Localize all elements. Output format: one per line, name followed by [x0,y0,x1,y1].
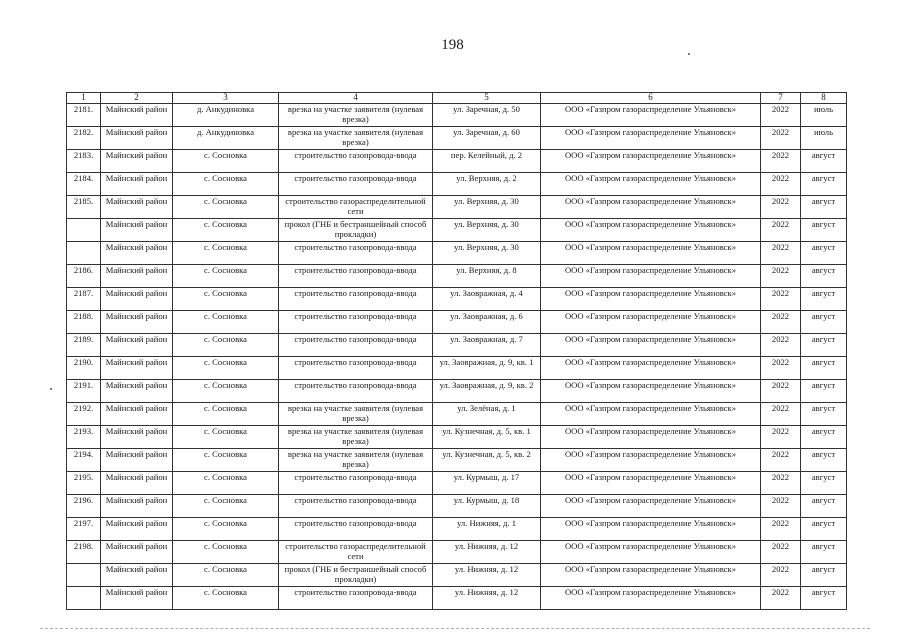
table-row [67,288,847,311]
table-row [67,127,847,150]
cell-year: 2022 [761,357,801,380]
cell-settlement: с. Сосновка [173,587,279,610]
cell-org: ООО «Газпром газораспределение Ульяновск» [541,380,761,403]
cell-settlement: с. Сосновка [173,196,279,219]
cell-work: врезка на участке заявителя (нулевая врезка) [279,403,433,426]
column-header: 2 [101,93,173,104]
cell-num: 2191. [67,380,101,403]
cell-district: Майнский район [101,150,173,173]
cell-settlement: с. Сосновка [173,357,279,380]
cell-district: Майнский район [101,288,173,311]
cell-settlement: д. Анкудиновка [173,127,279,150]
cell-month: июль [801,104,847,127]
cell-num: 2185. [67,196,101,219]
table-row [67,104,847,127]
cell-work: врезка на участке заявителя (нулевая врезка) [279,449,433,472]
cell-num: 2184. [67,173,101,196]
table-row [67,334,847,357]
cell-work: строительство газопровода-ввода [279,334,433,357]
cell-num: 2183. [67,150,101,173]
cell-month: август [801,449,847,472]
cell-district: Майнский район [101,449,173,472]
cell-address: ул. Зелёная, д. 1 [433,403,541,426]
cell-year: 2022 [761,242,801,265]
column-header: 8 [801,93,847,104]
cell-address: ул. Нижняя, д. 12 [433,564,541,587]
cell-address: ул. Верхняя, д. 2 [433,173,541,196]
cell-num [67,587,101,610]
cell-address: ул. Заовражная, д. 4 [433,288,541,311]
cell-month: август [801,334,847,357]
cell-month: август [801,288,847,311]
cell-month: август [801,380,847,403]
cell-address: ул. Кузнечная, д. 5, кв. 2 [433,449,541,472]
column-header: 7 [761,93,801,104]
table-row [67,495,847,518]
registry-table [66,92,847,610]
cell-district: Майнский район [101,311,173,334]
cell-month: август [801,472,847,495]
cell-work: прокол (ГНБ и бестраншейный способ прокладки) [279,219,433,242]
cell-district: Майнский район [101,104,173,127]
cell-year: 2022 [761,495,801,518]
cell-address: ул. Верхняя, д. 30 [433,242,541,265]
cell-org: ООО «Газпром газораспределение Ульяновск» [541,196,761,219]
cell-address: ул. Заречная, д. 50 [433,104,541,127]
cell-district: Майнский район [101,426,173,449]
cell-work: строительство газопровода-ввода [279,173,433,196]
cell-year: 2022 [761,150,801,173]
cell-year: 2022 [761,587,801,610]
cell-org: ООО «Газпром газораспределение Ульяновск» [541,357,761,380]
cell-month: август [801,541,847,564]
cell-year: 2022 [761,127,801,150]
cell-org: ООО «Газпром газораспределение Ульяновск» [541,173,761,196]
cell-work: строительство газопровода-ввода [279,518,433,541]
cell-num [67,242,101,265]
cell-month: август [801,311,847,334]
cell-num: 2195. [67,472,101,495]
cell-month: август [801,587,847,610]
cell-address: ул. Заречная, д. 60 [433,127,541,150]
cell-year: 2022 [761,541,801,564]
cell-address: ул. Нижняя, д. 12 [433,587,541,610]
cell-settlement: с. Сосновка [173,564,279,587]
cell-org: ООО «Газпром газораспределение Ульяновск» [541,104,761,127]
cell-org: ООО «Газпром газораспределение Ульяновск» [541,426,761,449]
cell-address: ул. Верхняя, д. 30 [433,219,541,242]
table-row [67,311,847,334]
column-header: 4 [279,93,433,104]
table-row [67,587,847,610]
cell-org: ООО «Газпром газораспределение Ульяновск» [541,495,761,518]
table-row [67,449,847,472]
cell-num: 2186. [67,265,101,288]
cell-work: строительство газопровода-ввода [279,265,433,288]
cell-district: Майнский район [101,495,173,518]
column-header: 1 [67,93,101,104]
cell-work: строительство газораспределительной сети [279,541,433,564]
table-row [67,426,847,449]
cell-org: ООО «Газпром газораспределение Ульяновск» [541,242,761,265]
cell-work: строительство газопровода-ввода [279,311,433,334]
cell-district: Майнский район [101,403,173,426]
table-row [67,219,847,242]
cell-num: 2187. [67,288,101,311]
cell-month: август [801,403,847,426]
cell-org: ООО «Газпром газораспределение Ульяновск» [541,472,761,495]
cell-district: Майнский район [101,472,173,495]
cell-year: 2022 [761,472,801,495]
cell-month: август [801,564,847,587]
cell-org: ООО «Газпром газораспределение Ульяновск» [541,564,761,587]
cell-district: Майнский район [101,127,173,150]
cell-num: 2197. [67,518,101,541]
cell-num: 2188. [67,311,101,334]
table-row [67,403,847,426]
cell-num: 2193. [67,426,101,449]
cell-num: 2181. [67,104,101,127]
cell-month: август [801,242,847,265]
cell-address: ул. Кузнечная, д. 5, кв. 1 [433,426,541,449]
cell-settlement: с. Сосновка [173,541,279,564]
cell-district: Майнский район [101,564,173,587]
cell-district: Майнский район [101,357,173,380]
table-row [67,518,847,541]
cell-district: Майнский район [101,196,173,219]
cell-settlement: с. Сосновка [173,380,279,403]
cell-year: 2022 [761,426,801,449]
cell-month: август [801,219,847,242]
cell-year: 2022 [761,196,801,219]
cell-num: 2189. [67,334,101,357]
cell-address: ул. Нижняя, д. 12 [433,541,541,564]
cell-work: прокол (ГНБ и бестраншейный способ прокладки) [279,564,433,587]
cell-settlement: д. Анкудиновка [173,104,279,127]
cell-org: ООО «Газпром газораспределение Ульяновск» [541,587,761,610]
cell-address: ул. Заовражная, д. 9, кв. 1 [433,357,541,380]
cell-work: строительство газопровода-ввода [279,357,433,380]
cell-month: июль [801,127,847,150]
cell-district: Майнский район [101,587,173,610]
table-row [67,380,847,403]
cell-num: 2190. [67,357,101,380]
cell-year: 2022 [761,449,801,472]
cell-district: Майнский район [101,242,173,265]
cell-settlement: с. Сосновка [173,403,279,426]
column-header: 3 [173,93,279,104]
cell-month: август [801,518,847,541]
cell-district: Майнский район [101,219,173,242]
page-number: 198 [441,37,464,53]
cell-org: ООО «Газпром газораспределение Ульяновск» [541,449,761,472]
cell-work: строительство газопровода-ввода [279,495,433,518]
cell-year: 2022 [761,173,801,196]
cell-year: 2022 [761,518,801,541]
cell-settlement: с. Сосновка [173,495,279,518]
cell-settlement: с. Сосновка [173,518,279,541]
cell-num: 2192. [67,403,101,426]
table-row [67,541,847,564]
cell-work: строительство газопровода-ввода [279,150,433,173]
cell-org: ООО «Газпром газораспределение Ульяновск» [541,288,761,311]
cell-year: 2022 [761,104,801,127]
cell-work: врезка на участке заявителя (нулевая врезка) [279,104,433,127]
cell-district: Майнский район [101,541,173,564]
cell-settlement: с. Сосновка [173,173,279,196]
cell-address: ул. Курмыш, д. 18 [433,495,541,518]
cell-num: 2198. [67,541,101,564]
cell-settlement: с. Сосновка [173,150,279,173]
cell-work: строительство газопровода-ввода [279,380,433,403]
cell-settlement: с. Сосновка [173,311,279,334]
cell-year: 2022 [761,403,801,426]
cell-settlement: с. Сосновка [173,449,279,472]
cell-month: август [801,495,847,518]
table-body [67,104,847,610]
cell-num: 2196. [67,495,101,518]
cell-year: 2022 [761,564,801,587]
cell-month: август [801,265,847,288]
cell-address: ул. Заовражная, д. 6 [433,311,541,334]
cell-address: ул. Заовражная, д. 9, кв. 2 [433,380,541,403]
cell-year: 2022 [761,219,801,242]
table-row [67,472,847,495]
cell-month: август [801,357,847,380]
cell-month: август [801,173,847,196]
cell-settlement: с. Сосновка [173,265,279,288]
cell-month: август [801,196,847,219]
cell-org: ООО «Газпром газораспределение Ульяновск» [541,311,761,334]
cell-district: Майнский район [101,173,173,196]
cell-org: ООО «Газпром газораспределение Ульяновск» [541,334,761,357]
scan-speck [50,388,52,390]
cell-work: строительство газопровода-ввода [279,587,433,610]
cell-year: 2022 [761,288,801,311]
table-row [67,196,847,219]
cell-district: Майнский район [101,380,173,403]
table-row [67,564,847,587]
scan-speck [688,53,690,55]
column-header: 6 [541,93,761,104]
table-row [67,265,847,288]
cell-year: 2022 [761,334,801,357]
cell-settlement: с. Сосновка [173,242,279,265]
cell-num: 2194. [67,449,101,472]
cell-settlement: с. Сосновка [173,334,279,357]
cell-address: ул. Заовражная, д. 7 [433,334,541,357]
cell-org: ООО «Газпром газораспределение Ульяновск» [541,219,761,242]
header-row [67,93,847,104]
cell-address: пер. Келейный, д. 2 [433,150,541,173]
cell-work: строительство газопровода-ввода [279,288,433,311]
cell-address: ул. Верхняя, д. 30 [433,196,541,219]
cell-year: 2022 [761,311,801,334]
cell-num [67,564,101,587]
cell-org: ООО «Газпром газораспределение Ульяновск» [541,265,761,288]
cell-year: 2022 [761,380,801,403]
cell-org: ООО «Газпром газораспределение Ульяновск» [541,150,761,173]
cell-work: строительство газораспределительной сети [279,196,433,219]
scan-edge-line [40,628,870,629]
cell-district: Майнский район [101,334,173,357]
cell-num: 2182. [67,127,101,150]
cell-district: Майнский район [101,518,173,541]
cell-work: строительство газопровода-ввода [279,472,433,495]
cell-work: врезка на участке заявителя (нулевая врезка) [279,127,433,150]
cell-work: врезка на участке заявителя (нулевая врезка) [279,426,433,449]
cell-settlement: с. Сосновка [173,426,279,449]
cell-year: 2022 [761,265,801,288]
cell-org: ООО «Газпром газораспределение Ульяновск» [541,127,761,150]
cell-district: Майнский район [101,265,173,288]
table-row [67,242,847,265]
cell-address: ул. Курмыш, д. 17 [433,472,541,495]
cell-org: ООО «Газпром газораспределение Ульяновск» [541,403,761,426]
table-row [67,357,847,380]
column-header: 5 [433,93,541,104]
cell-settlement: с. Сосновка [173,219,279,242]
cell-month: август [801,426,847,449]
table-row [67,150,847,173]
cell-address: ул. Нижняя, д. 1 [433,518,541,541]
cell-org: ООО «Газпром газораспределение Ульяновск» [541,541,761,564]
table-row [67,173,847,196]
cell-settlement: с. Сосновка [173,472,279,495]
cell-address: ул. Верхняя, д. 8 [433,265,541,288]
cell-month: август [801,150,847,173]
cell-work: строительство газопровода-ввода [279,242,433,265]
cell-org: ООО «Газпром газораспределение Ульяновск» [541,518,761,541]
cell-num [67,219,101,242]
cell-settlement: с. Сосновка [173,288,279,311]
